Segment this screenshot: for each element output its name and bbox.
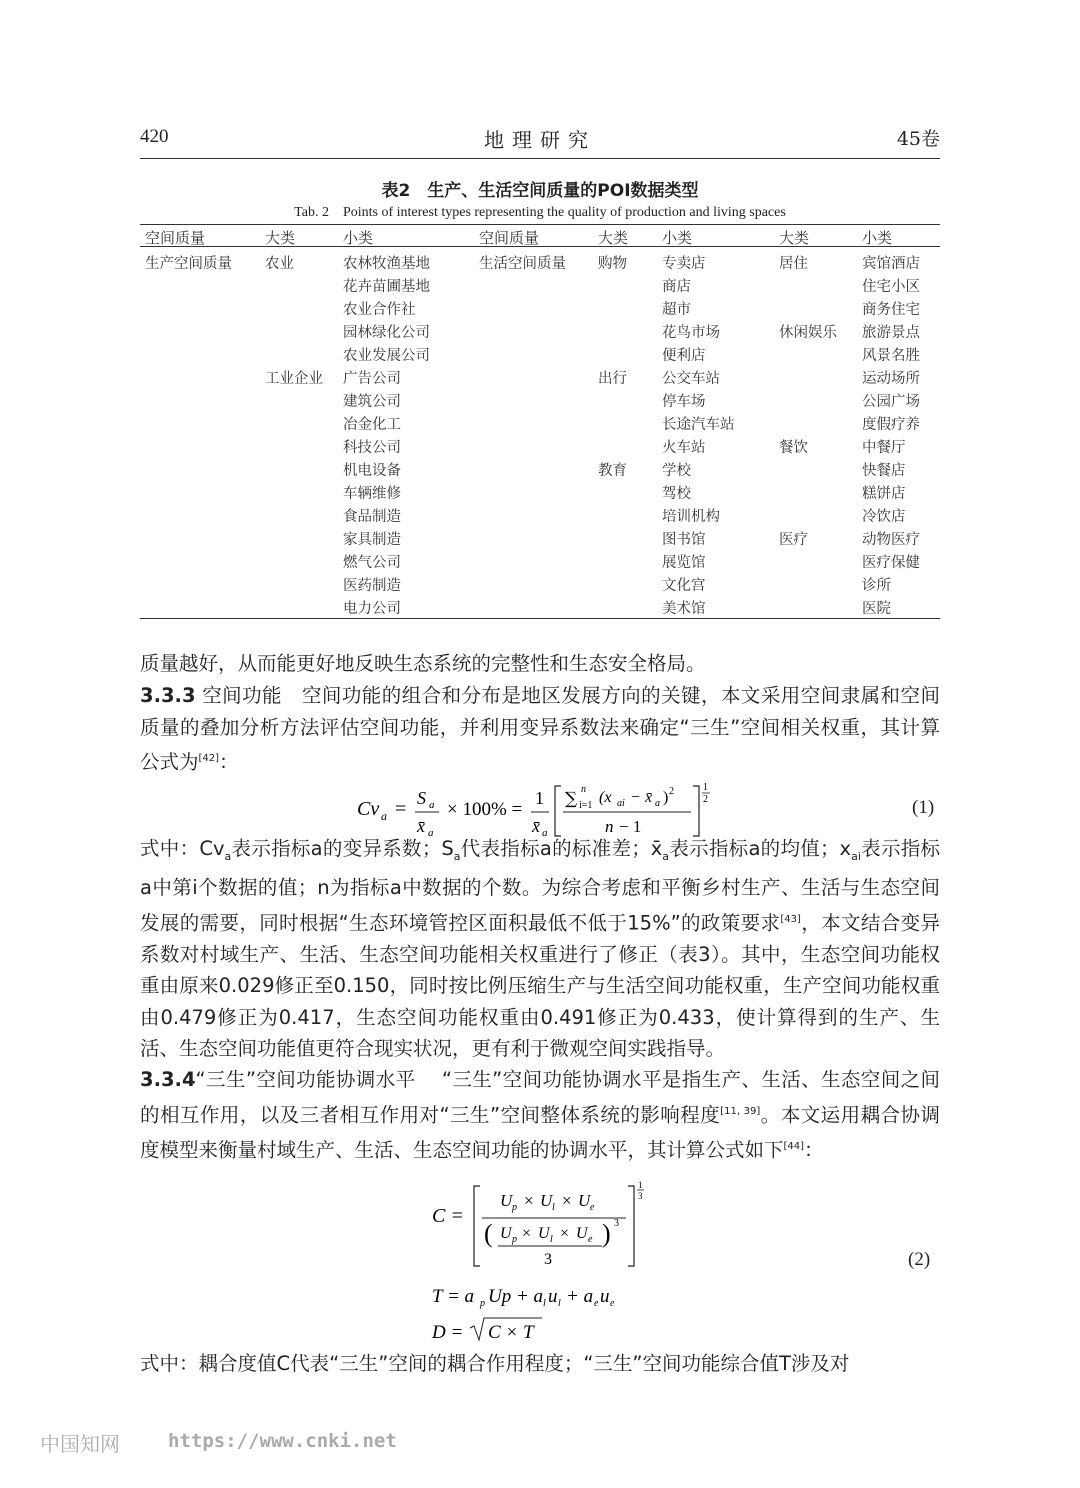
eq2-D: D =: [432, 1322, 464, 1343]
svg-text:U: U: [500, 1225, 512, 1242]
section-text: 。本文运用耦合协调度模型来衡量村域生产、生活、生态空间功能的协调水平，其计算公式如下: [140, 1103, 940, 1161]
equation-1: [355, 780, 735, 840]
svg-text:U: U: [578, 1191, 591, 1210]
table-cell: 工业企业: [265, 371, 323, 387]
table-cell: 商务住宅: [862, 302, 920, 318]
table-cell: 农业: [265, 256, 294, 272]
table-cell: 住宅小区: [862, 279, 920, 295]
svg-text:n: n: [581, 784, 586, 795]
table-cell: 出行: [598, 371, 627, 387]
table-cell: 建筑公司: [343, 394, 401, 410]
table-cell: 农业发展公司: [343, 348, 430, 364]
table-cell: 商店: [662, 279, 691, 295]
svg-text:1: 1: [638, 1180, 643, 1190]
equation-2: [430, 1180, 690, 1350]
page-number: 420: [140, 126, 169, 147]
text: 代表指标a的标准差；x̄: [460, 837, 663, 860]
svg-text:Up + a: Up + a: [488, 1286, 544, 1307]
svg-text:p: p: [480, 1298, 485, 1309]
svg-text:l: l: [558, 1298, 561, 1309]
section-number: 3.3.4: [140, 1068, 196, 1091]
text: 表示指标a的变异系数；S: [231, 837, 454, 860]
svg-text:×: ×: [522, 1225, 532, 1242]
section-3-3-3: [140, 680, 940, 778]
table-cell: 医疗: [779, 532, 808, 548]
page-header: [140, 122, 940, 162]
table-cell: 生产空间质量: [145, 256, 232, 272]
paragraph-where-1: 式中：$Cv_a$表示指标a的变异系数；$S_a$代表指标a的标准差；$x̄_a$表示指标a的均值；$x_{ai}$表示指标a中第i个数据的值；n为指标a中数据的个数。为综合考虑和平衡乡村生产、生活与生态空间发展的需要，同时根据“生态环境管控区面积最低不低于15%”的政策要求[43]，本文结合变异系数对村域生产、生活、生态空间功能相关权重进行了修正（表3）。其中，生态空间功能权重由原来0.029修正至0.150，同时按比例压缩生产与生活空间功能权重，生产空间功能权重由0.479修正为0.417，生态空间功能权重由0.491修正为0.433，使计算得到的生产、生活、生态空间功能值更符合现实状况，更有利于微观空间实践指导。: [140, 837, 941, 1061]
section-title: 空间功能: [202, 684, 282, 707]
col-header: 大类: [598, 229, 629, 247]
svg-text:a: a: [429, 799, 435, 811]
svg-text:− 1: − 1: [619, 817, 642, 836]
section-text: “三生”空间功能协调水平是指生产、生活、生态空间之间的相互作用，以及三者相互作用对“三生”空间整体系统的影响程度: [140, 1068, 940, 1126]
text: 式中：Cv: [140, 837, 225, 860]
punctuation: ：: [804, 1138, 824, 1161]
citation: [43]: [780, 913, 801, 925]
volume-label: 45卷: [896, 128, 940, 150]
table-cell: 中餐厅: [862, 440, 906, 456]
svg-text:∑: ∑: [565, 789, 578, 809]
svg-text:−: −: [631, 789, 641, 806]
table-cell: 花鸟市场: [662, 325, 720, 341]
equation-number: (1): [912, 797, 935, 818]
svg-text:a: a: [655, 798, 660, 809]
journal-name: 地理研究: [484, 128, 596, 152]
table-cell: 旅游景点: [862, 325, 920, 341]
table-cell: 图书馆: [662, 532, 706, 548]
col-header: 小类: [862, 229, 893, 247]
svg-text:U: U: [576, 1225, 588, 1242]
table-cell: 医疗保健: [862, 555, 920, 571]
svg-text:2: 2: [703, 794, 708, 805]
svg-text:3: 3: [614, 1218, 619, 1229]
table-cell: 食品制造: [343, 509, 401, 525]
col-header: 大类: [779, 229, 810, 247]
svg-text:+ a: + a: [566, 1286, 594, 1307]
table-cell: 停车场: [662, 394, 706, 410]
svg-text:l: l: [543, 1298, 546, 1309]
table-title-cn: 表2 生产、生活空间质量的POI数据类型: [381, 181, 699, 201]
eq1-lhs: Cv: [357, 798, 380, 820]
eq2-T: T = a: [432, 1286, 475, 1307]
table-cell: 机电设备: [343, 463, 401, 479]
table-cell: 超市: [662, 302, 691, 318]
table-cell: 农业合作社: [343, 302, 416, 318]
table-cell: 学校: [662, 463, 691, 479]
svg-text:ai: ai: [617, 798, 625, 809]
svg-text:×: ×: [562, 1191, 572, 1210]
svg-text:i=1: i=1: [579, 800, 593, 811]
svg-text:1: 1: [703, 782, 708, 793]
svg-text:U: U: [540, 1191, 553, 1210]
table-cell: 专卖店: [662, 256, 706, 272]
text: 表示指标a的均值；x: [669, 837, 852, 860]
svg-text:U: U: [500, 1191, 513, 1210]
table-cell: 电力公司: [343, 601, 401, 617]
eq1-mid: × 100% =: [447, 799, 523, 820]
eq1-lhs-sub: a: [381, 809, 387, 823]
svg-text:(: (: [484, 1219, 493, 1248]
site-watermark: 中国知网: [40, 1432, 120, 1456]
table-cell: 花卉苗圃基地: [343, 279, 430, 295]
svg-text:(x: (x: [599, 789, 612, 806]
svg-text:u: u: [548, 1286, 558, 1307]
svg-text:e: e: [610, 1298, 615, 1309]
header-rule: [140, 158, 940, 159]
table-cell: 公园广场: [862, 394, 920, 410]
site-url[interactable]: https://www.cnki.net: [168, 1430, 397, 1452]
table-cell: 糕饼店: [862, 486, 906, 502]
table-cell: 燃气公司: [343, 555, 401, 571]
section-title: “三生”空间功能协调水平: [195, 1068, 416, 1091]
table-cell: 驾校: [662, 486, 691, 502]
table-cell: 长途汽车站: [662, 417, 735, 433]
table-cell: 动物医疗: [862, 532, 920, 548]
svg-text:l: l: [550, 1234, 553, 1245]
table-cell: 便利店: [662, 348, 706, 364]
table-cell: 公交车站: [662, 371, 720, 387]
table-cell: 宾馆酒店: [862, 256, 920, 272]
table-cell: 车辆维修: [343, 486, 401, 502]
eq1-equals: =: [395, 798, 407, 820]
table-cell: 文化宫: [662, 578, 706, 594]
svg-text:C × T: C × T: [488, 1322, 534, 1343]
table-cell: 农林牧渔基地: [343, 256, 430, 272]
table-cell: 购物: [598, 256, 627, 272]
table-cell: 教育: [598, 463, 627, 479]
table-title-en: Tab. 2 Points of interest types representing the quality of production and living spaces: [294, 205, 786, 220]
svg-text:×: ×: [560, 1225, 570, 1242]
table-cell: 运动场所: [862, 371, 920, 387]
table-cell: 美术馆: [662, 601, 706, 617]
citation: [11, 39]: [720, 1105, 761, 1117]
svg-text:1: 1: [535, 788, 544, 808]
svg-text:U: U: [538, 1225, 550, 1242]
paragraph-text: 式中：耦合度值C代表“三生”空间的耦合作用程度；“三生”空间功能综合值T涉及对: [140, 1352, 850, 1375]
col-header: 空间质量: [145, 229, 206, 247]
svg-text:e: e: [594, 1298, 599, 1309]
svg-text:a: a: [428, 827, 434, 839]
svg-text:p: p: [512, 1234, 517, 1245]
svg-text:n: n: [605, 817, 614, 836]
table-cell: 冶金化工: [343, 417, 401, 433]
table-cell: 风景名胜: [862, 348, 920, 364]
svg-text:x̄: x̄: [532, 816, 540, 836]
table-cell: 火车站: [662, 440, 706, 456]
table-cell: 诊所: [862, 578, 891, 594]
table-cell: 医院: [862, 601, 891, 617]
table-cell: 快餐店: [862, 463, 906, 479]
table-cell: 广告公司: [343, 371, 401, 387]
svg-text:e: e: [588, 1234, 593, 1245]
table-cell: 冷饮店: [862, 509, 906, 525]
svg-text:l: l: [552, 1202, 555, 1213]
col-header: 空间质量: [479, 229, 540, 247]
section-text: 空间功能的组合和分布是地区发展方向的关键，本文采用空间隶属和空间质量的叠加分析方法评估空间功能，并利用变异系数法来确定“三生”空间相关权重，其计算公式为: [140, 684, 940, 774]
text: 表示指标a中第i个数据的值；n为指标a中数据的个数。为综合考虑和平衡乡村生产、生活与生态空间发展的需要，同时根据“生态环境管控区面积最低不低于15%”的政策要求: [140, 837, 941, 935]
svg-text:): ): [602, 1219, 611, 1248]
table-cell: 展览馆: [662, 555, 706, 571]
svg-text:p: p: [512, 1202, 517, 1213]
svg-text:×: ×: [524, 1191, 534, 1210]
table-top-rule: [140, 224, 940, 225]
col-header: 大类: [265, 229, 296, 247]
svg-text:u: u: [600, 1286, 610, 1307]
paragraph-last: [140, 1348, 940, 1380]
table-cell: 园林绿化公司: [343, 325, 430, 341]
table-cell: 度假疗养: [862, 417, 920, 433]
svg-text:2: 2: [669, 786, 674, 797]
table-cell: 家具制造: [343, 532, 401, 548]
text: ，本文结合变异系数对村域生产、生活、生态空间功能相关权重进行了修正（表3）。其中，生态空间功能权重由原来0.029修正至0.150，同时按比例压缩生产与生活空间功能权重，生产空间功能权重由0.479修正为0.417，生态空间功能权重由0.491修正为0.433，使计算得到的生产、生活、生态空间功能值更符合现实状况，更有利于微观空间实践指导。: [140, 911, 940, 1061]
paragraph: [140, 648, 940, 680]
table-cell: 餐饮: [779, 440, 808, 456]
col-header: 小类: [343, 229, 374, 247]
section-number: 3.3.3: [140, 684, 196, 707]
col-header: 小类: [662, 229, 693, 247]
table-bottom-rule: [140, 618, 940, 619]
table-header-rule: [140, 246, 940, 247]
eq1-S: S: [417, 788, 426, 808]
punctuation: ：: [219, 750, 239, 774]
citation: [42]: [198, 753, 220, 764]
svg-text:3: 3: [544, 1251, 552, 1268]
svg-text:x̄: x̄: [645, 789, 653, 806]
citation: [44]: [783, 1140, 805, 1152]
table-cell: 培训机构: [662, 509, 720, 525]
svg-text:e: e: [590, 1202, 595, 1213]
table-cell: 医药制造: [343, 578, 401, 594]
svg-text:3: 3: [638, 1191, 643, 1201]
table-cell: 生活空间质量: [479, 256, 566, 272]
section-3-3-4: [140, 1064, 940, 1166]
svg-text:): ): [663, 789, 669, 806]
table-cell: 居住: [779, 256, 808, 272]
eq1-xbar: x̄: [417, 816, 425, 836]
svg-text:a: a: [542, 827, 548, 839]
equation-number: (2): [908, 1249, 931, 1270]
table-cell: 科技公司: [343, 440, 401, 456]
eq2-C: C =: [432, 1205, 464, 1227]
paragraph-text: 质量越好，从而能更好地反映生态系统的完整性和生态安全格局。: [140, 652, 706, 675]
table-cell: 休闲娱乐: [779, 325, 837, 341]
